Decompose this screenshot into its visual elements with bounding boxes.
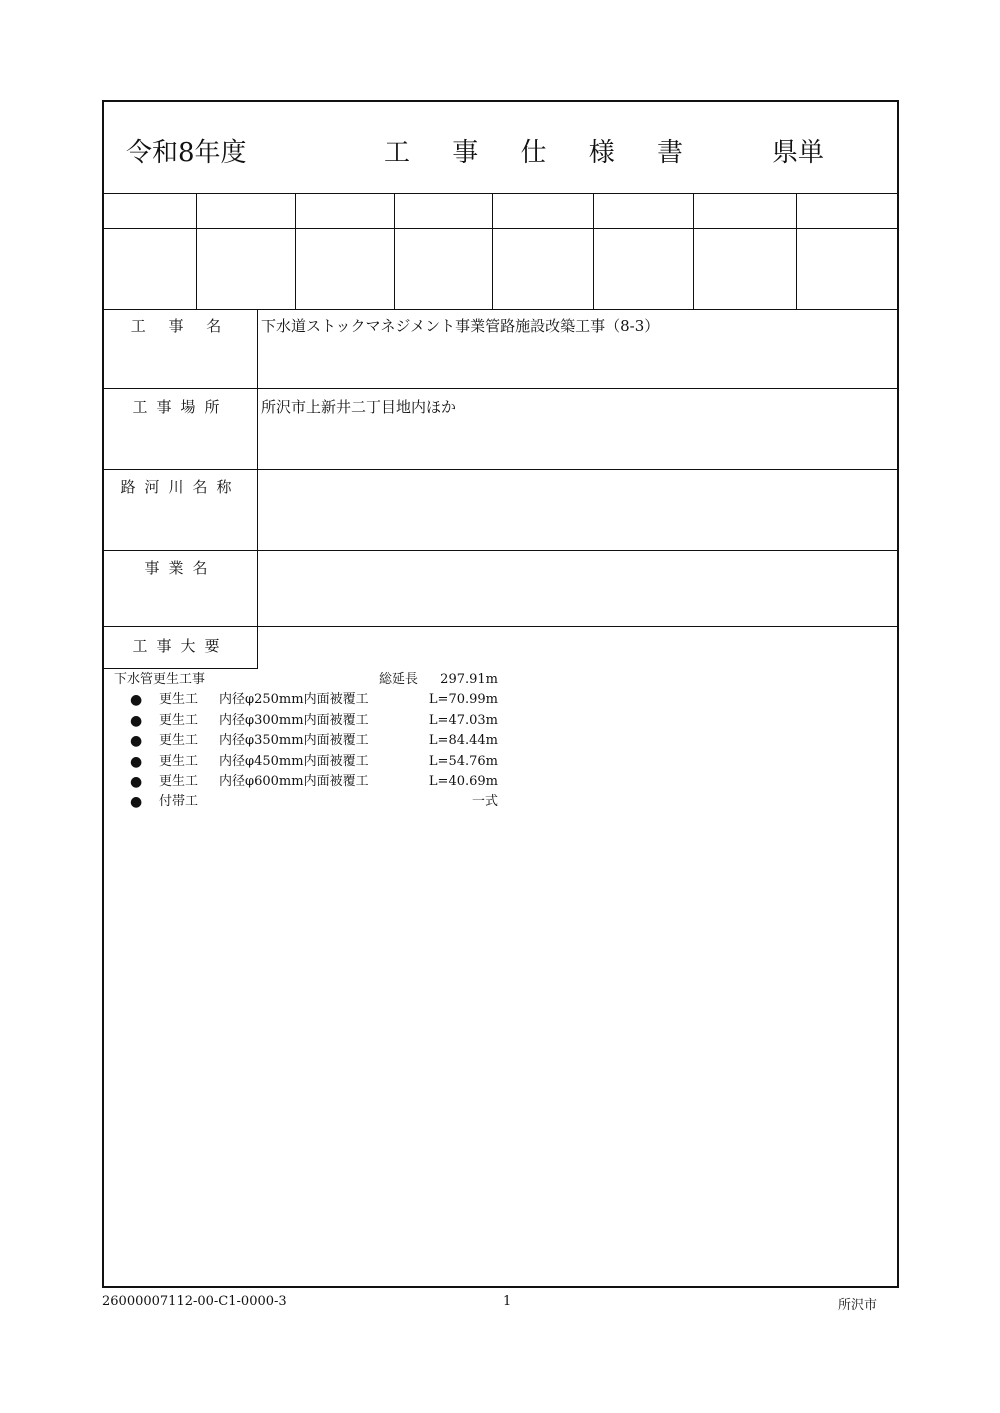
bullet-icon: ● [130, 773, 143, 790]
spec-sheet-frame [102, 100, 899, 1288]
item-category: 更生工 [159, 712, 199, 728]
project-name-value: 下水道ストックマネジメント事業管路施設改築工事（8-3） [261, 317, 660, 335]
bullet-icon: ● [130, 692, 143, 709]
outline-label-bottom [104, 668, 258, 669]
item-quantity: L=70.99m [428, 692, 498, 708]
bullet-icon: ● [130, 712, 143, 729]
title-divider [104, 193, 899, 194]
row-divider [104, 388, 899, 389]
row-divider [104, 550, 899, 551]
document-code: 26000007112-00-C1-0000-3 [102, 1294, 287, 1309]
item-category: 更生工 [159, 692, 199, 708]
total-length-label: 総延長 [379, 672, 419, 687]
item-category: 更生工 [159, 773, 199, 789]
project-name-label: 工 事 名 [130, 317, 231, 335]
road-river-label: 路河川名称 [120, 478, 241, 496]
stamp-grid-bottom [104, 309, 899, 310]
outline-label: 工事大要 [132, 637, 229, 655]
total-length-value: 297.91m [440, 672, 498, 687]
stamp-column-divider [593, 193, 594, 309]
item-description: 内径φ450mm内面被覆工 [219, 753, 369, 769]
stamp-column-divider [492, 193, 493, 309]
stamp-column-divider [394, 193, 395, 309]
item-category: 更生工 [159, 733, 199, 749]
location-label: 工事場所 [132, 398, 229, 416]
document-title: 工 事 仕 様 書 [384, 138, 701, 168]
business-label: 事業名 [144, 559, 217, 577]
item-description: 内径φ250mm内面被覆工 [219, 692, 369, 708]
item-description: 内径φ300mm内面被覆工 [219, 712, 369, 728]
item-description: 内径φ600mm内面被覆工 [219, 773, 369, 789]
summary-heading: 下水管更生工事 [114, 672, 206, 687]
item-quantity: L=40.69m [428, 773, 498, 789]
fiscal-year: 令和8年度 [126, 138, 247, 168]
item-quantity: L=47.03m [428, 712, 498, 728]
location-value: 所沢市上新井二丁目地内ほか [261, 398, 457, 416]
item-category: 更生工 [159, 753, 199, 769]
bullet-icon: ● [130, 733, 143, 750]
stamp-column-divider [196, 193, 197, 309]
page-number: 1 [503, 1294, 512, 1309]
label-column-divider [257, 309, 258, 668]
item-quantity: L=54.76m [428, 753, 498, 769]
item-quantity: 一式 [471, 794, 498, 810]
row-divider [104, 626, 899, 627]
stamp-column-divider [295, 193, 296, 309]
row-divider [104, 469, 899, 470]
stamp-header-divider [104, 228, 899, 229]
issuer-name: 所沢市 [838, 1298, 878, 1313]
bullet-icon: ● [130, 753, 143, 770]
item-quantity: L=84.44m [428, 733, 498, 749]
stamp-column-divider [796, 193, 797, 309]
item-category: 付帯工 [159, 794, 199, 810]
item-description: 内径φ350mm内面被覆工 [219, 733, 369, 749]
funding-type: 県単 [772, 138, 825, 168]
stamp-column-divider [693, 193, 694, 309]
bullet-icon: ● [130, 794, 143, 811]
